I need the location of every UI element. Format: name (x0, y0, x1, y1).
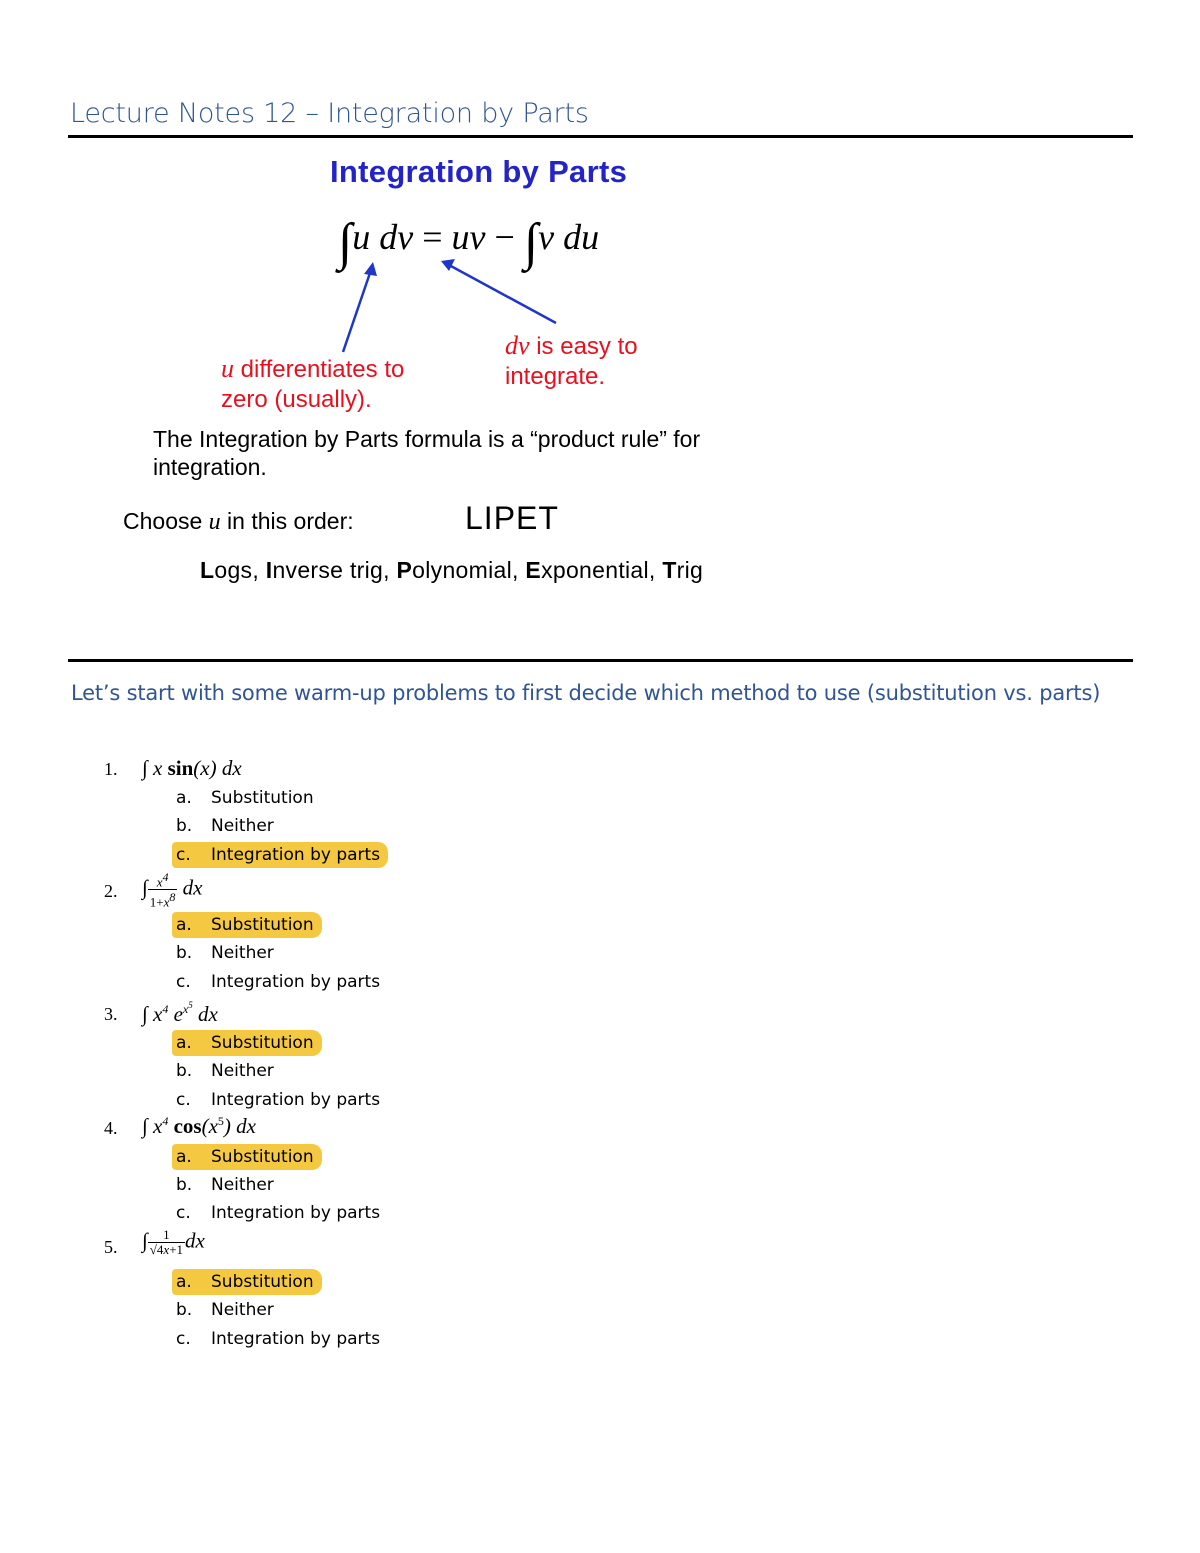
option-letter: c. (176, 1329, 191, 1349)
option-letter: c. (176, 972, 191, 992)
option-label: Neither (211, 1061, 274, 1081)
option-a-highlighted[interactable] (172, 1269, 322, 1295)
formula-equals: = (413, 217, 452, 257)
option-label: Neither (211, 943, 274, 963)
order-initial: I (265, 557, 273, 583)
problem-number: 2. (104, 881, 118, 901)
integral-sign: ∫ (338, 214, 353, 271)
option-b[interactable] (176, 813, 274, 839)
dv-variable: dv (505, 331, 530, 360)
u-arrow-head (364, 262, 377, 276)
option-label: Integration by parts (211, 1329, 381, 1349)
order-initial: P (396, 557, 413, 583)
option-letter: b. (176, 943, 193, 963)
option-b[interactable] (176, 940, 274, 966)
option-letter: a. (176, 788, 192, 808)
choose-prefix: Choose (123, 508, 209, 534)
order-rest: nverse trig, (272, 557, 397, 583)
option-label: Neither (211, 1175, 274, 1195)
order-rest: xponential, (541, 557, 663, 583)
option-label: Substitution (211, 788, 314, 808)
option-label: Substitution (211, 915, 314, 935)
u-annotation-line2: zero (usually). (221, 386, 372, 413)
choose-variable: u (208, 509, 221, 535)
option-c[interactable] (176, 1326, 380, 1352)
option-b[interactable] (176, 1058, 274, 1084)
order-rest: rig (676, 557, 704, 583)
choose-suffix: in this order: (220, 508, 354, 534)
lipet-order (200, 557, 703, 584)
formula-uv: uv (451, 217, 486, 257)
option-c[interactable] (176, 969, 380, 995)
option-b[interactable] (176, 1172, 274, 1198)
description-line2: integration. (153, 454, 267, 480)
option-label: Substitution (211, 1147, 314, 1167)
option-letter: b. (176, 816, 193, 836)
option-letter: a. (176, 1272, 192, 1292)
option-label: Neither (211, 816, 274, 836)
option-c[interactable] (176, 1087, 380, 1113)
slide-title: Integration by Parts (330, 154, 628, 189)
option-label: Integration by parts (211, 845, 381, 865)
description-line1: The Integration by Parts formula is a “product rule” for (153, 426, 701, 452)
order-initial: L (200, 557, 215, 583)
option-c-highlighted[interactable] (172, 842, 388, 868)
u-arrow (343, 270, 371, 352)
option-a-highlighted[interactable] (172, 1030, 322, 1056)
option-letter: c. (176, 845, 191, 865)
option-a-highlighted[interactable] (172, 1144, 322, 1170)
option-label: Substitution (211, 1272, 314, 1292)
dv-arrow-head (441, 259, 455, 271)
u-annotation-line1: differentiates to (234, 356, 405, 383)
option-letter: c. (176, 1090, 191, 1110)
u-variable: u (221, 354, 234, 383)
page-title: Lecture Notes 12 – Integration by Parts (70, 98, 589, 129)
ibp-description (153, 425, 700, 481)
problem-5-expression: ∫ $\frac{1}{√4x+1}$ dx (142, 1227, 205, 1257)
problem-number: 5. (104, 1237, 118, 1257)
order-initial: E (525, 557, 542, 583)
formula-lhs: u dv (352, 217, 414, 257)
problem-3-expression: ∫ $x^4$ $e^{x^5}$ dx (142, 1000, 218, 1026)
problem-2-expression: ∫ $\frac{x^4}{1+x^8}$ dx (142, 870, 203, 910)
option-a-highlighted[interactable] (172, 912, 322, 938)
order-rest: ogs, (214, 557, 266, 583)
problem-number: 4. (104, 1118, 118, 1138)
option-label: Substitution (211, 1033, 314, 1053)
option-label: Integration by parts (211, 1090, 381, 1110)
option-label: Neither (211, 1300, 274, 1320)
dv-annotation-line1: is easy to (529, 333, 638, 360)
dv-arrow (449, 265, 556, 323)
option-letter: a. (176, 1033, 192, 1053)
option-c[interactable] (176, 1200, 380, 1226)
integral-sign: ∫ (523, 214, 539, 271)
option-label: Integration by parts (211, 972, 381, 992)
order-rest: olynomial, (412, 557, 526, 583)
u-annotation (221, 354, 404, 415)
option-a[interactable] (176, 785, 314, 811)
problem-4-expression: ∫ $x^4$ $\cos(x^5)$ dx (142, 1114, 256, 1138)
formula-minus: − (485, 217, 524, 257)
option-label: Integration by parts (211, 1203, 381, 1223)
formula-rhs: v du (538, 217, 600, 257)
option-letter: b. (176, 1175, 193, 1195)
option-letter: a. (176, 1147, 192, 1167)
lipet-acronym: LIPET (465, 500, 559, 536)
problem-number: 1. (104, 759, 118, 779)
section-divider (68, 659, 1133, 662)
option-letter: b. (176, 1061, 193, 1081)
option-letter: c. (176, 1203, 191, 1223)
problem-1-expression: ∫ x sin(x) dx (142, 756, 242, 780)
order-initial: T (662, 557, 677, 583)
problem-number: 3. (104, 1004, 118, 1024)
dv-annotation-line2: integrate. (505, 363, 606, 390)
dv-annotation (505, 331, 638, 392)
option-letter: b. (176, 1300, 193, 1320)
option-b[interactable] (176, 1297, 274, 1323)
choose-u-text (123, 508, 354, 536)
intro-text: Let’s start with some warm-up problems to first decide which method to use (substitution vs. parts) (71, 681, 1101, 705)
option-letter: a. (176, 915, 192, 935)
